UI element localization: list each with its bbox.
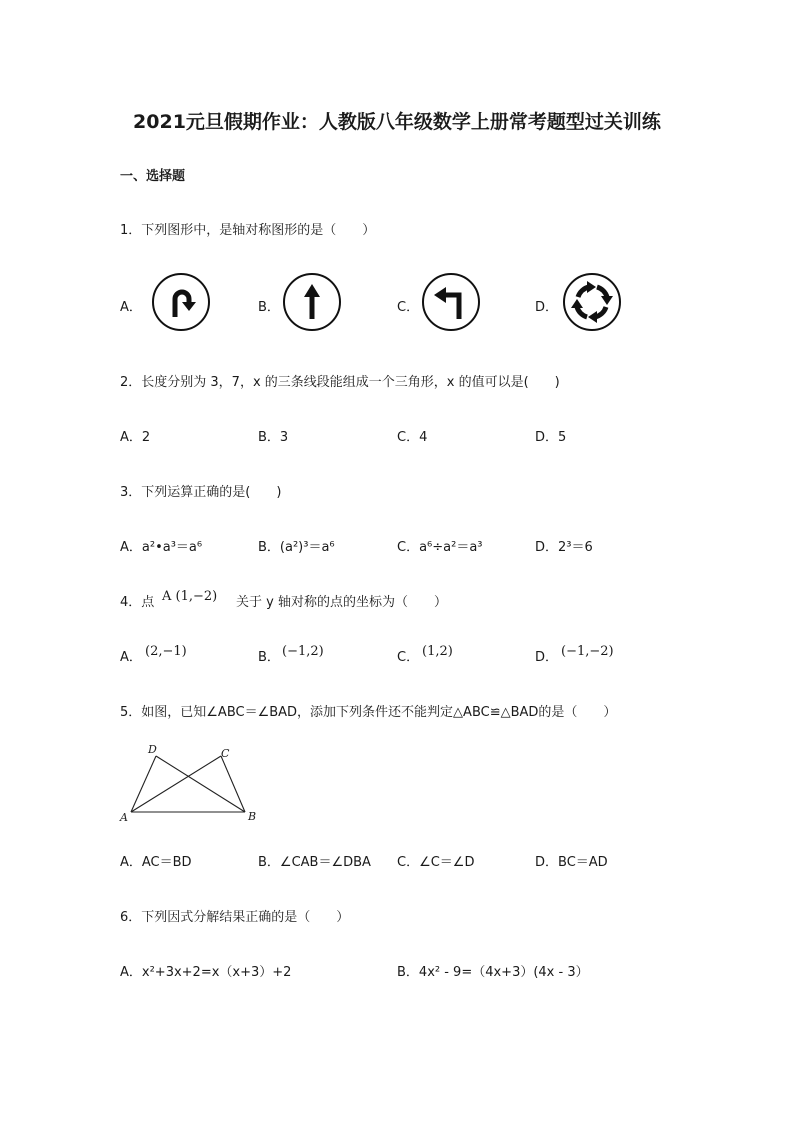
q3-option-c: C．a⁶÷a²＝a³: [397, 540, 483, 555]
q1-option-d-label: D．: [535, 300, 559, 315]
question-1-stem: 1．下列图形中，是轴对称图形的是（ ）: [120, 223, 376, 238]
q5-option-d: D．BC＝AD: [535, 855, 608, 870]
roundabout-arrows-icon: [563, 273, 621, 331]
q3-option-d: D．2³＝6: [535, 540, 593, 555]
question-5-stem: 5．如图，已知∠ABC＝∠BAD，添加下列条件还不能判定△ABC≌△BAD的是（ ）: [120, 705, 617, 720]
q6-option-b: B．4x² - 9=（4x+3）(4x - 3）: [397, 965, 589, 980]
question-4-stem-prefix: 4．点: [120, 595, 155, 610]
q5-option-a: A．AC＝BD: [120, 855, 192, 870]
q4-option-d-label: D．: [535, 650, 559, 665]
q2-option-a: A．2: [120, 430, 151, 445]
q6-option-a: A．x²+3x+2=x（x+3）+2: [120, 965, 292, 980]
q4-option-a-value: (2,−1): [145, 644, 187, 659]
q3-option-a: A．a²•a³＝a⁶: [120, 540, 203, 555]
q3-option-b: B．(a²)³＝a⁶: [258, 540, 335, 555]
q4-option-b-value: (−1,2): [282, 644, 324, 659]
q2-option-b: B．3: [258, 430, 289, 445]
q4-option-b-label: B．: [258, 650, 280, 665]
q2-option-c: C．4: [397, 430, 428, 445]
q4-option-a-label: A．: [120, 650, 142, 665]
question-4-point: A (1,−2): [162, 589, 218, 604]
q1-option-b-label: B．: [258, 300, 280, 315]
q4-option-d-value: (−1,−2): [561, 644, 614, 659]
left-turn-arrow-icon: [422, 273, 480, 331]
figure-label-a: A: [120, 811, 128, 824]
figure-label-d: D: [148, 743, 157, 756]
question-4-stem-suffix: 关于 y 轴对称的点的坐标为（ ）: [236, 595, 447, 610]
question-6-stem: 6．下列因式分解结果正确的是（ ）: [120, 910, 350, 925]
q5-option-b: B．∠CAB＝∠DBA: [258, 855, 371, 870]
q1-option-c-label: C．: [397, 300, 420, 315]
q2-option-d: D．5: [535, 430, 567, 445]
q4-option-c-value: (1,2): [422, 644, 453, 659]
straight-arrow-icon: [283, 273, 341, 331]
q5-option-c: C．∠C＝∠D: [397, 855, 475, 870]
question-3-stem: 3．下列运算正确的是( ): [120, 485, 282, 500]
figure-label-c: C: [221, 747, 230, 760]
figure-label-b: B: [248, 810, 257, 823]
section-heading: 一、选择题: [120, 169, 186, 184]
u-turn-arrow-icon: [152, 273, 210, 331]
page-title: 2021元旦假期作业：人教版八年级数学上册常考题型过关训练: [133, 111, 661, 133]
q4-option-c-label: C．: [397, 650, 420, 665]
triangle-figure: [115, 738, 265, 828]
q1-option-a-label: A．: [120, 300, 142, 315]
question-2-stem: 2．长度分别为 3，7，x 的三条线段能组成一个三角形，x 的值可以是( ): [120, 375, 560, 390]
